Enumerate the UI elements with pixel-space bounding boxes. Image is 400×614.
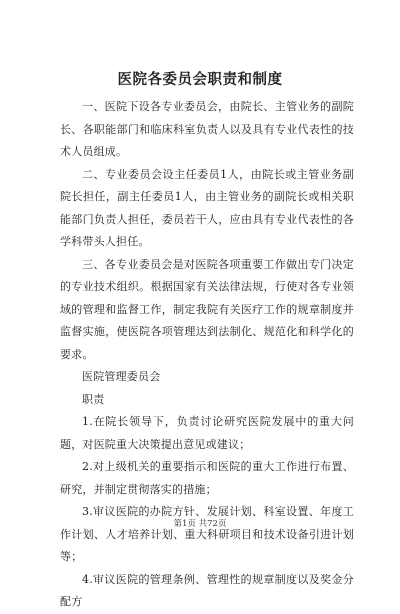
- duty-item-1: 1.在院长领导下，负责讨论研究医院发展中的重大问题，对医院重大决策提出意见或建议；: [60, 415, 354, 451]
- paragraph-1: 一、医院下设各专业委员会，由院长、主管业务的副院长、各职能部门和临床科室负责人以及具有专业代表性的技术人员组成。: [60, 100, 354, 158]
- duties-heading: 职责: [82, 392, 105, 406]
- document-title: 医院各委员会职责和制度: [117, 71, 283, 88]
- document-body: [60, 96, 354, 614]
- paragraph-2: 二、专业委员会设主任委员1人，由院长或主管业务副院长担任，副主任委员1人，由主管业务的副院长或相关职能部门负责人担任，委员若干人，应由具有专业代表性的各学科带头人担任。: [60, 167, 354, 248]
- duty-item-3: 3.审议医院的办院方针、发展计划、科室设置、年度工作计划、人才培养计划、重大科研项目和技术设备引进计划等；: [60, 505, 354, 563]
- paragraph-3: 三、各专业委员会是对医院各项重要工作做出专门决定的专业技术组织。根据国家有关法律法规，行使对各专业领域的管理和监督工作，制定我院有关医疗工作的规章制度并监督实施，使医院各项管理达到法制化、规范化和科学化的要求。: [60, 257, 354, 361]
- duty-item-4: 4.审议医院的管理条例、管理性的规章制度以及奖金分配方: [60, 572, 354, 608]
- committee-name: 医院管理委员会: [82, 370, 161, 383]
- page-number-footer: 第1页 共72页: [173, 519, 227, 529]
- duty-item-2: 2.对上级机关的重要指示和医院的重大工作进行布置、研究，并制定贯彻落实的措施；: [60, 460, 354, 496]
